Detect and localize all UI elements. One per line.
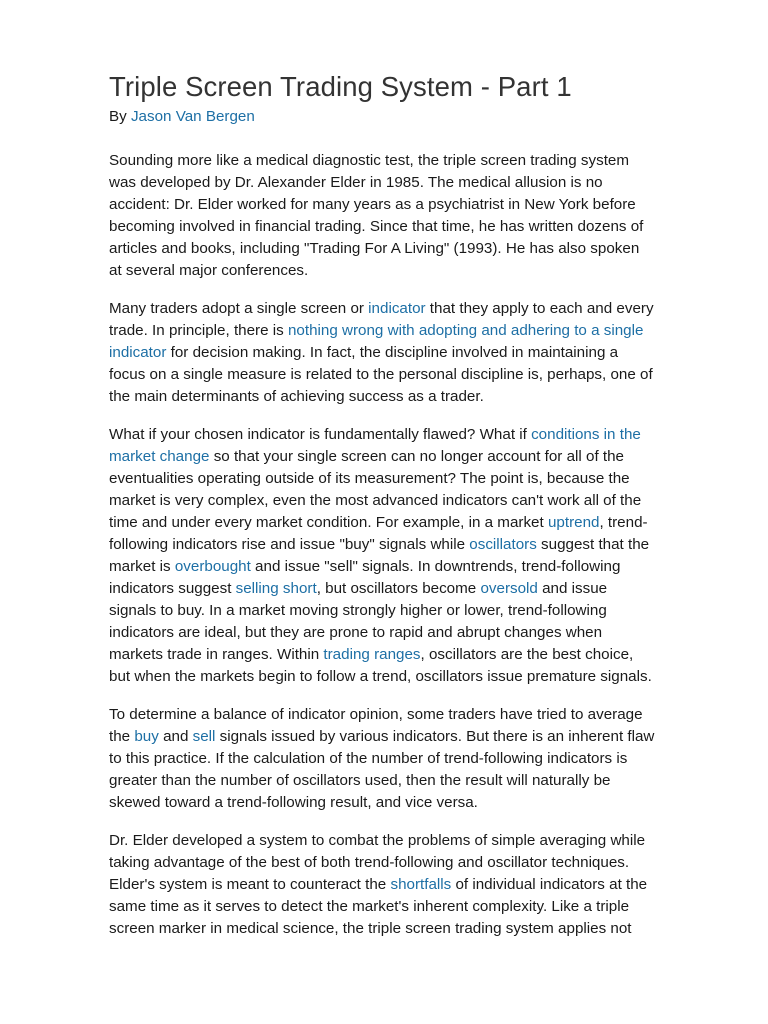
text-line: [109, 852, 713, 874]
text-segment: and: [158, 728, 193, 745]
inline-link[interactable]: sell: [192, 728, 216, 745]
text-line: [109, 238, 713, 260]
text-line: [109, 150, 713, 172]
text-segment: was developed by Dr. Alexander Elder in 1985. The medical allusion is no: [109, 174, 603, 191]
inline-link[interactable]: nothing wrong with adopting and adhering to a single: [287, 322, 644, 339]
text-line: [109, 874, 713, 896]
text-segment: eventualities operating outside of its measurement? The point is, because the: [109, 470, 630, 487]
text-line: [109, 600, 713, 622]
text-line: [109, 792, 713, 814]
inline-link[interactable]: oscillators: [469, 536, 537, 553]
article-body: [109, 150, 713, 940]
text-segment: becoming involved in financial trading. Since that time, he has written dozens of: [109, 218, 644, 235]
byline-prefix: By: [109, 108, 131, 125]
text-line: [109, 172, 713, 194]
text-line: [109, 490, 713, 512]
inline-link[interactable]: trading ranges: [323, 646, 421, 663]
text-segment: screen marker in medical science, the triple screen trading system applies not: [109, 920, 632, 937]
text-line: [109, 320, 713, 342]
text-segment: greater than the number of oscillators used, then the result will naturally be: [109, 772, 611, 789]
text-line: [109, 770, 713, 792]
text-segment: time and under every market condition. For example, in a market: [109, 514, 548, 531]
text-line: [109, 298, 713, 320]
article: [109, 68, 713, 956]
text-line: [109, 644, 713, 666]
text-line: [109, 386, 713, 408]
text-segment: the: [109, 728, 135, 745]
text-line: [109, 666, 713, 688]
text-line: [109, 534, 713, 556]
text-segment: accident: Dr. Elder worked for many years as a psychiatrist in New York before: [109, 196, 636, 213]
text-segment: To determine a balance of indicator opinion, some traders have tried to average: [109, 706, 643, 723]
text-segment: , oscillators are the best choice,: [420, 646, 634, 663]
text-segment: and issue: [537, 580, 608, 597]
text-line: [109, 364, 713, 386]
inline-link[interactable]: selling short: [235, 580, 317, 597]
text-segment: the main determinants of achieving success as a trader.: [109, 388, 484, 405]
text-segment: , but oscillators become: [316, 580, 481, 597]
text-segment: taking advantage of the best of both trend-following and oscillator techniques.: [109, 854, 630, 871]
byline: [109, 106, 713, 128]
text-segment: for decision making. In fact, the discipline involved in maintaining a: [166, 344, 619, 361]
text-segment: Elder's system is meant to counteract the: [109, 876, 391, 893]
text-segment: so that your single screen can no longer account for all of the: [209, 448, 624, 465]
inline-link[interactable]: indicator: [109, 344, 167, 361]
text-segment: signals to buy. In a market moving strongly higher or lower, trend-following: [109, 602, 607, 619]
text-segment: markets trade in ranges. Within: [109, 646, 324, 663]
author-link[interactable]: Jason Van Bergen: [130, 108, 255, 125]
paragraph: [109, 298, 713, 408]
text-segment: , trend-: [599, 514, 648, 531]
paragraph: [109, 830, 713, 940]
text-segment: market is: [109, 558, 175, 575]
inline-link[interactable]: oversold: [480, 580, 538, 597]
article-title: Triple Screen Trading System - Part 1: [109, 71, 572, 102]
text-segment: indicators are ideal, but they are prone to rapid and abrupt changes when: [109, 624, 603, 641]
text-line: [109, 726, 713, 748]
text-line: [109, 424, 713, 446]
text-segment: skewed toward a trend-following result, and vice versa.: [109, 794, 478, 811]
inline-link[interactable]: buy: [134, 728, 159, 745]
text-line: [109, 748, 713, 770]
text-segment: focus on a single measure is related to the personal discipline is, perhaps, one of: [109, 366, 653, 383]
text-line: [109, 918, 713, 940]
text-segment: same time as it serves to detect the market's inherent complexity. Like a triple: [109, 898, 630, 915]
text-line: [109, 468, 713, 490]
text-segment: suggest that the: [536, 536, 650, 553]
inline-link[interactable]: uptrend: [547, 514, 600, 531]
text-line: [109, 446, 713, 468]
text-line: [109, 556, 713, 578]
text-line: [109, 342, 713, 364]
inline-link[interactable]: shortfalls: [390, 876, 452, 893]
text-segment: and issue "sell" signals. In downtrends, trend-following: [250, 558, 621, 575]
text-segment: Sounding more like a medical diagnostic test, the triple screen trading system: [109, 152, 630, 169]
inline-link[interactable]: overbought: [174, 558, 251, 575]
text-segment: Many traders adopt a single screen or: [109, 300, 369, 317]
text-line: [109, 216, 713, 238]
text-line: [109, 578, 713, 600]
text-segment: following indicators rise and issue "buy" signals while: [109, 536, 470, 553]
text-segment: to this practice. If the calculation of the number of trend-following indicators is: [109, 750, 628, 767]
text-line: [109, 194, 713, 216]
text-segment: that they apply to each and every: [425, 300, 654, 317]
text-segment: market is very complex, even the most advanced indicators can't work all of the: [109, 492, 642, 509]
text-line: [109, 704, 713, 726]
text-segment: indicators suggest: [109, 580, 236, 597]
paragraph: [109, 150, 713, 282]
paragraph: [109, 424, 713, 688]
text-line: [109, 622, 713, 644]
inline-link[interactable]: indicator: [368, 300, 426, 317]
text-line: [109, 260, 713, 282]
text-segment: of individual indicators at the: [451, 876, 648, 893]
inline-link[interactable]: market change: [109, 448, 210, 465]
text-segment: signals issued by various indicators. But there is an inherent flaw: [215, 728, 655, 745]
text-segment: trade. In principle, there is: [109, 322, 288, 339]
text-segment: Dr. Elder developed a system to combat the problems of simple averaging while: [109, 832, 646, 849]
text-segment: What if your chosen indicator is fundamentally flawed? What if: [109, 426, 532, 443]
inline-link[interactable]: conditions in the: [531, 426, 641, 443]
text-segment: but when the markets begin to follow a trend, oscillators issue premature signals.: [109, 668, 652, 685]
paragraph: [109, 704, 713, 814]
text-line: [109, 896, 713, 918]
text-segment: at several major conferences.: [109, 262, 309, 279]
text-line: [109, 512, 713, 534]
text-line: [109, 830, 713, 852]
text-segment: articles and books, including "Trading For A Living" (1993). He has also spoken: [109, 240, 640, 257]
